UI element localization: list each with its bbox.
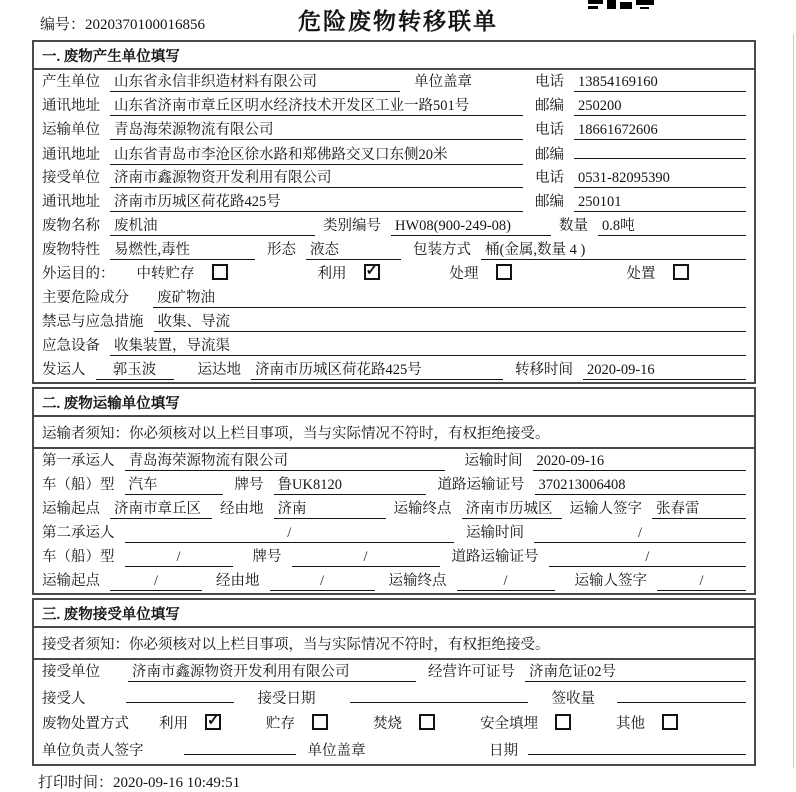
sign2-value: /	[657, 573, 746, 591]
purpose-option-utilize-label: 利用	[317, 266, 347, 282]
main-hazard-value: 废矿物油	[153, 286, 746, 308]
end1-label: 运输终点	[393, 501, 452, 517]
disposal-method-label: 废物处置方式	[42, 716, 129, 732]
via1-value: 济南	[274, 497, 386, 519]
accept-date-label: 接受日期	[257, 691, 316, 707]
producer-unit-value: 山东省永信非织造材料有限公司	[110, 70, 400, 92]
accept-date-value	[350, 686, 528, 703]
row-second-carrier	[34, 521, 754, 545]
transport-unit-label: 运输单位	[42, 122, 100, 138]
second-carrier-value: /	[125, 525, 455, 543]
quantity-value: 0.8吨	[598, 214, 746, 236]
via2-value: /	[270, 573, 375, 591]
end1-value: 济南市历城区	[462, 497, 562, 519]
serial-label: 编号：	[40, 17, 86, 33]
origin2-value: /	[110, 573, 202, 591]
purpose-option-utilize-checkbox	[364, 264, 380, 280]
section-receiver-title: 三. 废物接受单位填写	[34, 600, 754, 628]
transport-phone-label: 电话	[535, 122, 564, 138]
print-time-label: 打印时间：	[38, 775, 114, 791]
transport-phone-value: 18661672606	[574, 122, 746, 140]
row-responsible-sign	[34, 738, 754, 764]
emergency-measures-value: 收集、导流	[154, 310, 747, 332]
purpose-option-treat-checkbox	[496, 264, 512, 280]
recipient-label: 接受人	[42, 691, 86, 707]
receiver-notice: 接受者须知：你必须核对以上栏目事项，当与实际情况不符时，有权拒绝接受。	[34, 628, 754, 660]
emergency-measures-label: 禁忌与应急措施	[42, 314, 144, 330]
destination-value: 济南市历城区荷花路425号	[251, 358, 503, 380]
receiver-zip-value: 250101	[574, 194, 746, 212]
via1-label: 经由地	[220, 501, 264, 517]
main-hazard-label: 主要危险成分	[42, 290, 129, 306]
transport-zip-value	[574, 142, 746, 159]
section-producer	[32, 40, 756, 384]
row-shipper	[34, 358, 754, 382]
serial-number: 2020370100016856	[85, 17, 206, 33]
recipient-value	[126, 686, 234, 703]
disposal-option-incinerate-label: 焚烧	[373, 716, 402, 732]
transporter-notice: 运输者须知：你必须核对以上栏目事项，当与实际情况不符时，有权拒绝接受。	[34, 417, 754, 449]
transfer-time-value: 2020-09-16	[583, 362, 746, 380]
form-label: 形态	[267, 242, 296, 258]
shipper-value: 郭玉波	[96, 358, 174, 380]
row-producer-unit	[34, 70, 754, 94]
packaging-value: 桶(金属,数量 4 )	[481, 238, 746, 260]
receiver-seal-label: 单位盖章	[307, 743, 366, 759]
row-first-carrier	[34, 449, 754, 473]
purpose-label: 外运目的：	[42, 266, 115, 282]
license-value: 济南危证02号	[525, 660, 746, 682]
end2-value: /	[457, 573, 555, 591]
end2-label: 运输终点	[388, 573, 447, 589]
purpose-option-treat-label: 处理	[449, 266, 479, 282]
category-code-label: 类别编号	[323, 218, 381, 234]
license-label: 经营许可证号	[428, 664, 515, 680]
waste-name-value: 废机油	[110, 214, 315, 236]
producer-zip-value: 250200	[574, 98, 746, 116]
section-producer-title: 一. 废物产生单位填写	[34, 42, 754, 70]
received-qty-label: 签收量	[551, 691, 595, 707]
plate1-label: 牌号	[234, 477, 264, 493]
receiver-unit-value: 济南市鑫源物资开发利用有限公司	[110, 166, 523, 188]
receiver-zip-label: 邮编	[535, 194, 564, 210]
document-header	[0, 0, 796, 40]
transport-zip-label: 邮编	[535, 147, 564, 163]
quantity-label: 数量	[559, 218, 588, 234]
row-receiver-unit	[34, 166, 754, 190]
section-receiver	[32, 598, 756, 766]
purpose-option-dispose-label: 处置	[626, 266, 656, 282]
disposal-option-incinerate-checkbox	[419, 714, 435, 730]
characteristics-label: 废物特性	[42, 242, 100, 258]
receiver-phone-label: 电话	[535, 170, 564, 186]
row-emergency-equipment	[34, 334, 754, 358]
transport-time1-value: 2020-09-16	[533, 453, 747, 471]
emergency-equipment-value: 收集装置，导流渠	[110, 334, 746, 356]
row-waste-characteristics	[34, 238, 754, 262]
producer-phone-value: 13854169160	[574, 74, 746, 92]
purpose-option-dispose-checkbox	[673, 264, 689, 280]
producer-unit-label: 产生单位	[42, 74, 100, 90]
via2-label: 经由地	[216, 573, 260, 589]
disposal-option-utilize-checkbox	[205, 714, 221, 730]
row-disposal-method	[34, 712, 754, 738]
transport-time1-label: 运输时间	[464, 453, 523, 469]
sign1-label: 运输人签字	[569, 501, 642, 517]
scan-page-edge	[793, 34, 794, 768]
receiver-unit-label: 接受单位	[42, 170, 100, 186]
disposal-option-landfill-checkbox	[555, 714, 571, 730]
sign2-label: 运输人签字	[574, 573, 647, 589]
receiver-date-label: 日期	[489, 743, 518, 759]
transport-address-value: 山东省青岛市李沧区徐水路和郑佛路交叉口东侧20米	[110, 143, 523, 165]
purpose-option-storage-checkbox	[212, 264, 228, 280]
row-accept-unit	[34, 660, 754, 686]
disposal-option-landfill-label: 安全填埋	[480, 716, 538, 732]
row-route1	[34, 497, 754, 521]
section-transporter-title: 二. 废物运输单位填写	[34, 389, 754, 417]
receiver-date-value	[528, 738, 746, 755]
origin1-label: 运输起点	[42, 501, 100, 517]
row-route2	[34, 569, 754, 593]
row-waste-name	[34, 214, 754, 238]
vehicle-type1-value: 汽车	[125, 473, 223, 495]
disposal-option-other-label: 其他	[616, 716, 645, 732]
origin1-value: 济南市章丘区	[110, 497, 212, 519]
row-vehicle2	[34, 545, 754, 569]
vehicle-type2-value: /	[125, 549, 233, 567]
transport-unit-value: 青岛海荣源物流有限公司	[110, 118, 523, 140]
row-main-hazard	[34, 286, 754, 310]
qr-code-fragment	[588, 0, 654, 10]
responsible-sign-value	[184, 738, 296, 755]
vehicle-type1-label: 车（船）型	[42, 477, 115, 493]
unit-seal-label: 单位盖章	[414, 74, 472, 90]
origin2-label: 运输起点	[42, 573, 100, 589]
plate2-value: /	[292, 549, 440, 567]
disposal-option-store-checkbox	[312, 714, 328, 730]
transport-time2-value: /	[534, 525, 746, 543]
row-receiver-address	[34, 190, 754, 214]
print-time	[38, 771, 796, 792]
print-time-value: 2020-09-16 10:49:51	[113, 775, 241, 791]
characteristics-value: 易燃性,毒性	[110, 238, 255, 260]
plate1-value: 鲁UK8120	[274, 473, 426, 495]
row-recipient	[34, 686, 754, 712]
receiver-address-value: 济南市历城区荷花路425号	[110, 190, 523, 212]
purpose-option-storage-label: 中转贮存	[136, 266, 195, 282]
first-carrier-value: 青岛海荣源物流有限公司	[125, 449, 445, 471]
form-value: 液态	[306, 238, 401, 260]
producer-address-value: 山东省济南市章丘区明水经济技术开发区工业一路501号	[110, 94, 523, 116]
second-carrier-label: 第二承运人	[42, 525, 115, 541]
accept-unit-label: 接受单位	[42, 664, 100, 680]
transport-time2-label: 运输时间	[466, 525, 524, 541]
vehicle-type2-label: 车（船）型	[42, 549, 115, 565]
plate2-label: 牌号	[252, 549, 282, 565]
emergency-equipment-label: 应急设备	[42, 338, 100, 354]
disposal-option-utilize-label: 利用	[159, 716, 188, 732]
row-transfer-purpose	[34, 262, 754, 286]
packaging-label: 包装方式	[413, 242, 471, 258]
row-transport-unit	[34, 118, 754, 142]
category-code-value: HW08(900-249-08)	[391, 218, 551, 236]
disposal-option-store-label: 贮存	[266, 716, 295, 732]
accept-unit-value: 济南市鑫源物资开发利用有限公司	[128, 660, 416, 682]
destination-label: 运达地	[197, 362, 241, 378]
responsible-sign-label: 单位负责人签字	[42, 743, 144, 759]
received-qty-value	[617, 686, 746, 703]
transfer-time-label: 转移时间	[515, 362, 573, 378]
transport-address-label: 通讯地址	[42, 147, 100, 163]
producer-phone-label: 电话	[535, 74, 564, 90]
row-producer-address	[34, 94, 754, 118]
waste-name-label: 废物名称	[42, 218, 100, 234]
receiver-phone-value: 0531-82095390	[574, 170, 746, 188]
road-permit2-value: /	[549, 549, 747, 567]
row-transport-address	[34, 142, 754, 166]
disposal-option-other-checkbox	[662, 714, 678, 730]
producer-address-label: 通讯地址	[42, 98, 100, 114]
road-permit2-label: 道路运输证号	[451, 549, 539, 565]
row-emergency-measures	[34, 310, 754, 334]
producer-zip-label: 邮编	[535, 98, 564, 114]
document-title: 危险废物转移联单	[298, 9, 498, 34]
first-carrier-label: 第一承运人	[42, 453, 115, 469]
sign1-value: 张春雷	[652, 497, 746, 519]
row-vehicle1	[34, 473, 754, 497]
receiver-address-label: 通讯地址	[42, 194, 100, 210]
shipper-label: 发运人	[42, 362, 86, 378]
road-permit1-value: 370213006408	[535, 477, 747, 495]
road-permit1-label: 道路运输证号	[437, 477, 525, 493]
section-transporter	[32, 387, 756, 595]
